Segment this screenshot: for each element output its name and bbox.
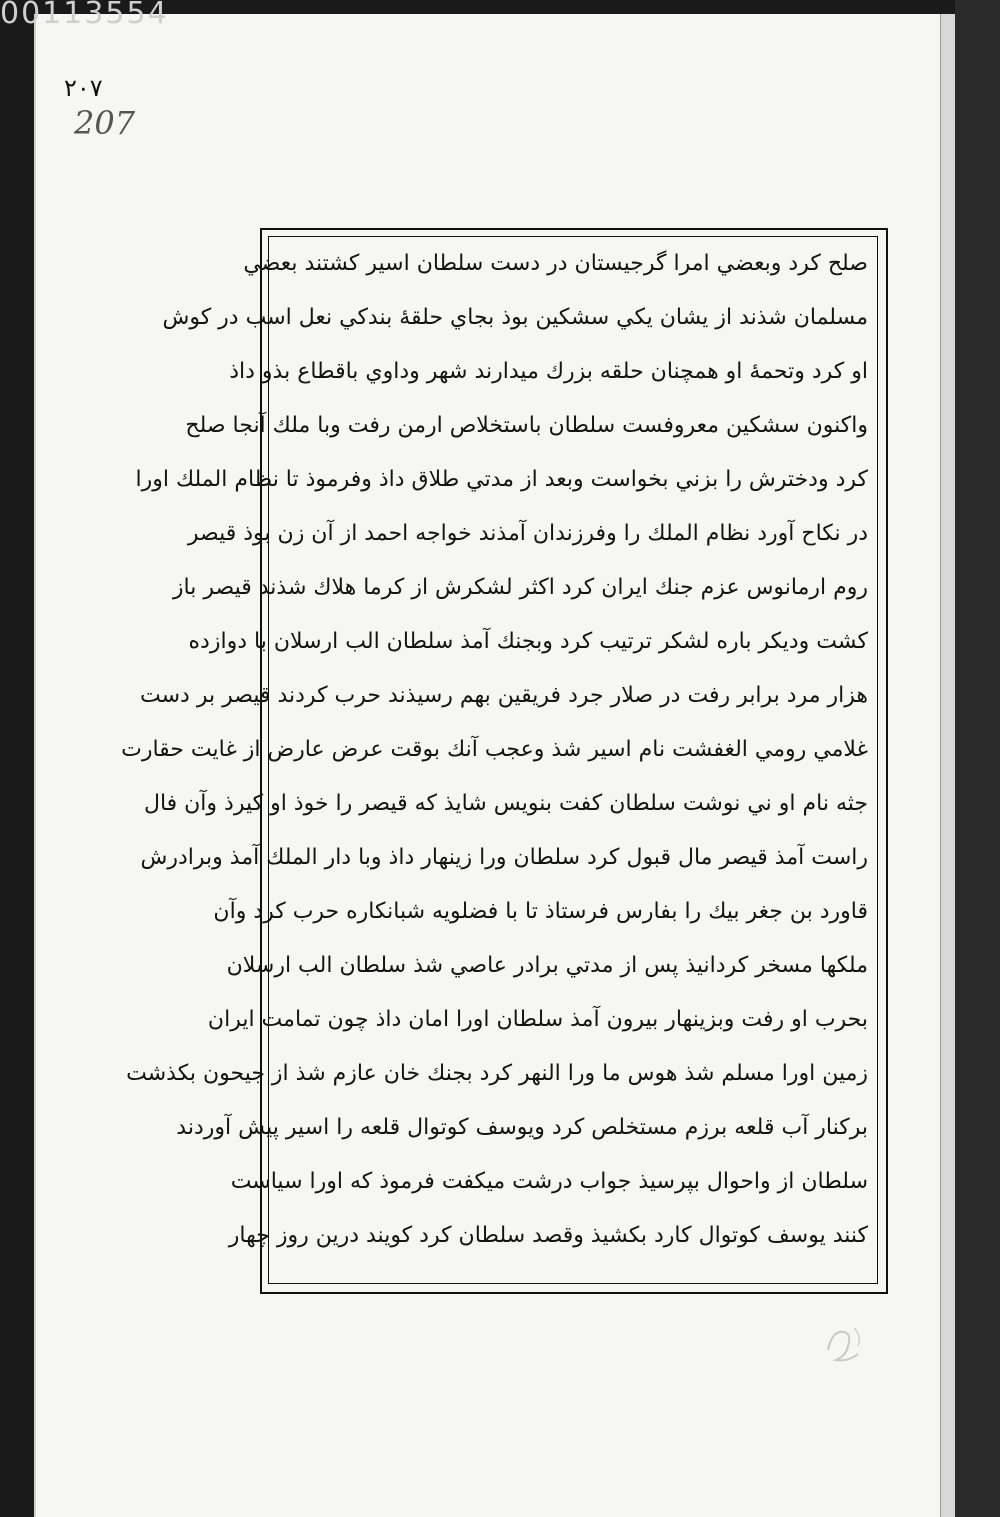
scan-border-right [955,0,1000,1517]
text-line: سلطان از واحوال بپرسيذ جواب درشت ميكفت فرموذ كه اورا سياست [230,1169,868,1194]
text-line: هزار مرد برابر رفت در صلار جرد فريقين بهم رسيذند حرب كردند قيصر بر دست [140,683,868,708]
manuscript-text-block [121,244,868,1280]
text-line: صلح كرد وبعضي امرا گرجيستان در دست سلطان اسير كشتند بعضي [243,251,868,276]
folio-number-pencil: 207 [74,104,136,142]
text-line: كشت وديكر باره لشكر ترتيب كرد وبجنك آمذ سلطان الب ارسلان با دوازده [188,629,868,654]
folio-number-printed: ٢٠٧ [64,74,103,102]
text-line: روم ارمانوس عزم جنك ايران كرد اكثر لشكرش از كرما هلاك شذند قيصر باز [172,575,868,600]
text-line: بحرب او رفت وبزينهار بيرون آمذ سلطان اورا امان داذ چون تمامت ايران [207,1007,868,1032]
text-line: ملكها مسخر كردانيذ پس از مدتي برادر عاصي شذ سلطان الب ارسلان [226,953,868,978]
text-line: زمين اورا مسلم شذ هوس ما ورا النهر كرد بجنك خان عازم شذ از جيحون بكذشت [126,1061,868,1086]
text-line: كنند يوسف كوتوال كارد بكشيذ وقصد سلطان كرد كويند درين روز چهار [228,1223,868,1248]
text-line: غلامي رومي الغفشت نام اسير شذ وعجب آنك بوقت عرض عارض از غايت حقارت [121,737,868,762]
text-line: قاورد بن جغر بيك را بفارس فرستاذ تا با فضلويه شبانكاره حرب كرد وآن [213,899,868,924]
archive-reference-number: 00113554 [0,0,169,31]
text-line: بركنار آب قلعه برزم مستخلص كرد ويوسف كوتوال قلعه را اسير پيش آوردند [176,1115,868,1140]
text-line: راست آمذ قيصر مال قبول كرد سلطان ورا زينهار داذ وبا دار الملك آمذ وبرادرش [140,845,868,870]
text-line: در نكاح آورد نظام الملك را وفرزندان آمذند خواجه احمد از آن زن بوذ قيصر [187,521,868,546]
scan-border-left [0,0,34,1517]
text-line: او كرد وتحمهٔ او همچنان حلقه بزرك ميدارند شهر وداوي باقطاع بذو داذ [229,359,868,384]
faint-seal-mark [818,1310,872,1370]
text-line: جثه نام او ني نوشت سلطان كفت بنويس شايذ كه قيصر را خوذ او كيرذ وآن فال [143,791,868,816]
text-line: واكنون سشكين معروفست سلطان باستخلاص ارمن رفت وبا ملك آنجا صلح [185,413,868,438]
text-line: مسلمان شذند از يشان يكي سشكين بوذ بجاي حلقهٔ بندكي نعل اسب در كوش [162,305,868,330]
text-line: كرد ودخترش را بزني بخواست وبعد از مدتي طلاق داذ وفرموذ تا نظام الملك اورا [135,467,868,492]
